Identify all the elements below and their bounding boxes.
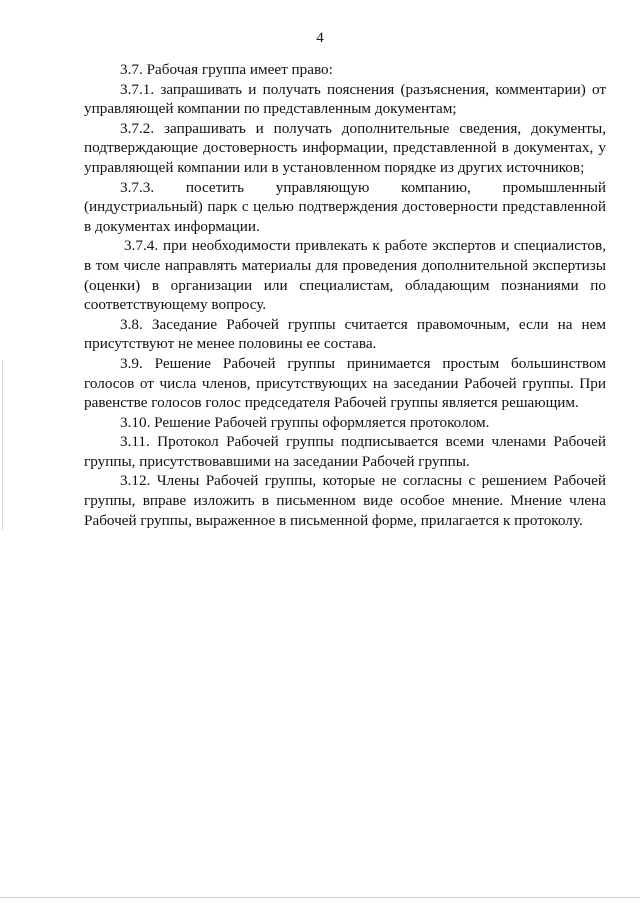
paragraph-3-7: 3.7. Рабочая группа имеет право: — [120, 61, 333, 78]
paragraph-3-7-4: 3.7.4. при необходимости привлекать к работе экспертов и специалистов, в том числе направлять материалы для проведения дополнительной экспертизы (оценки) в организации или специалистам, обладающим познаниями по соответствующему вопросу. — [84, 237, 606, 314]
scan-left-edge — [2, 360, 3, 530]
paragraph-3-7-2: 3.7.2. запрашивать и получать дополнительные сведения, документы, подтверждающие достоверность информации, представленной в документах, у управляющей компании или в установленном порядке из других источников; — [84, 119, 606, 176]
paragraph-3-12: 3.12. Члены Рабочей группы, которые не согласны с решением Рабочей группы, вправе изложить в письменном виде особое мнение. Мнение члена Рабочей группы, выраженное в письменной форме, прилагается к протоколу. — [84, 472, 606, 529]
paragraph-3-11: 3.11. Протокол Рабочей группы подписывается всеми членами Рабочей группы, присутствовавшими на заседании Рабочей группы. — [84, 433, 606, 470]
page-number: 4 — [316, 30, 324, 46]
paragraph-3-10: 3.10. Решение Рабочей группы оформляется протоколом. — [120, 413, 490, 431]
paragraph-3-7-3: 3.7.3. посетить управляющую компанию, промышленный (индустриальный) парк с целью подтверждения достоверности представленной в документах информации. — [84, 178, 606, 235]
paragraph-3-9: 3.9. Решение Рабочей группы принимается простым большинством голосов от числа членов, присутствующих на заседании Рабочей группы. При равенстве голосов голос председателя Рабочей группы является решающим. — [84, 354, 606, 412]
document-body — [84, 60, 606, 530]
paragraph-3-8: 3.8. Заседание Рабочей группы считается правомочным, если на нем присутствуют не менее половины ее состава. — [84, 315, 606, 353]
paragraph-3-7-1: 3.7.1. запрашивать и получать пояснения (разъяснения, комментарии) от управляющей компании по представленным документам; — [84, 80, 606, 118]
scan-bottom-rule — [0, 897, 640, 898]
